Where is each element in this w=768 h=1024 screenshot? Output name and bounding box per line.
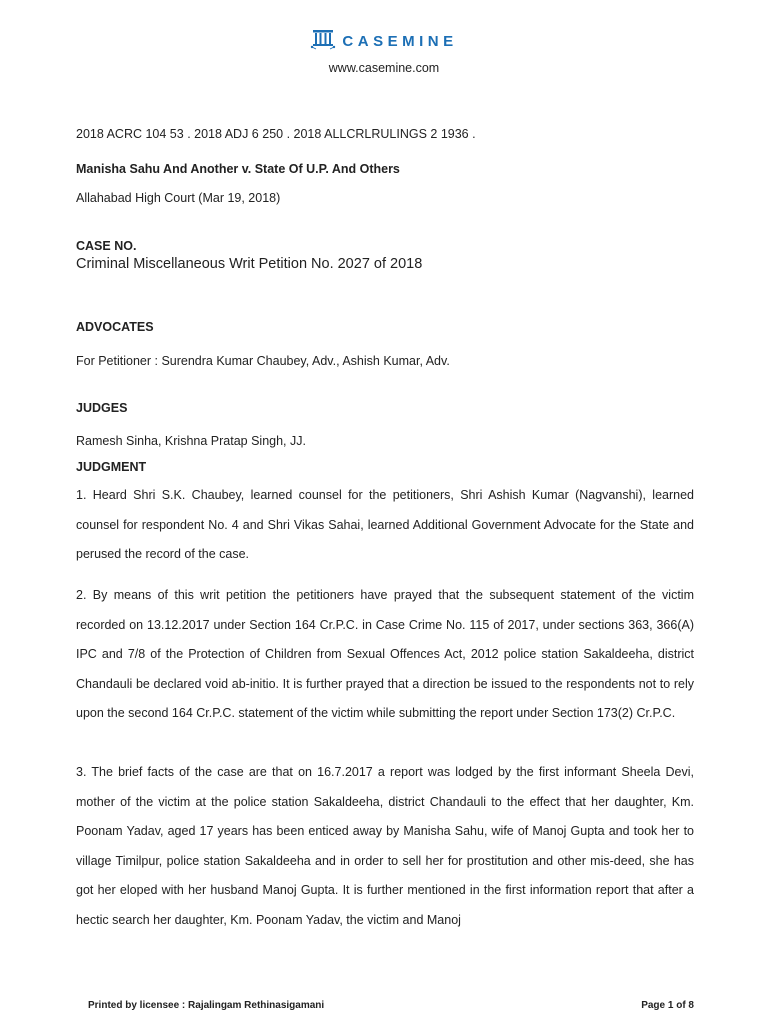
case-no-heading: CASE NO. <box>76 239 137 253</box>
judgment-heading: JUDGMENT <box>76 460 147 474</box>
page-number: Page 1 of 8 <box>641 1000 694 1011</box>
judges-value: Ramesh Sinha, Krishna Pratap Singh, JJ. <box>76 434 306 448</box>
page-footer <box>88 1000 694 1011</box>
case-no-value: Criminal Miscellaneous Writ Petition No. 2027 of 2018 <box>76 256 423 272</box>
judgment-paragraph-3: 3. The brief facts of the case are that on 16.7.2017 a report was lodged by the first informant Sheela Devi, mother of the victim at the police station Sakaldeeha, district Chandauli to the effect that her daughter, Km. Poonam Yadav, aged 17 years has been enticed away by Manisha Sahu, wife of Manoj Gupta and took her to village Timilpur, police station Sakaldeeha and in order to sell her for prostitution and other mis-deed, she has got her eloped with her husband Manoj Gupta. It is further mentioned in the first information report that after a hectic search her daughter, Km. Poonam Yadav, the victim and Manoj <box>76 765 694 927</box>
site-url[interactable]: www.casemine.com <box>328 61 440 75</box>
page-header <box>0 28 768 75</box>
judgment-paragraph-1: 1. Heard Shri S.K. Chaubey, learned counsel for the petitioners, Shri Ashish Kumar (Nagvanshi), learned counsel for respondent No. 4 and Shri Vikas Sahai, learned Additional Government Advocate for the State and perused the record of the case. <box>76 488 694 561</box>
logo-text: CASEMINE <box>342 33 458 50</box>
court-and-date: Allahabad High Court (Mar 19, 2018) <box>76 191 281 205</box>
judges-heading: JUDGES <box>76 401 128 415</box>
citations: 2018 ACRC 104 53 . 2018 ADJ 6 250 . 2018 ALLCRLRULINGS 2 1936 . <box>76 127 476 141</box>
printed-by: Printed by licensee : Rajalingam Rethinasigamani <box>88 1000 325 1011</box>
case-title: Manisha Sahu And Another v. State Of U.P. And Others <box>76 162 400 176</box>
advocates-value: For Petitioner : Surendra Kumar Chaubey, Adv., Ashish Kumar, Adv. <box>76 354 450 368</box>
advocates-heading: ADVOCATES <box>76 320 154 334</box>
pillar-logo-icon <box>310 28 336 55</box>
casemine-logo[interactable] <box>0 28 768 55</box>
judgment-paragraph-2: 2. By means of this writ petition the petitioners have prayed that the subsequent statement of the victim recorded on 13.12.2017 under Section 164 Cr.P.C. in Case Crime No. 115 of 2017, under sections 363, 366(A) IPC and 7/8 of the Protection of Children from Sexual Offences Act, 2012 police station Sakaldeeha, district Chandauli be declared void ab-initio. It is further prayed that a direction be issued to the respondents not to rely upon the second 164 Cr.P.C. statement of the victim while submitting the report under Section 173(2) Cr.P.C. <box>76 588 694 720</box>
